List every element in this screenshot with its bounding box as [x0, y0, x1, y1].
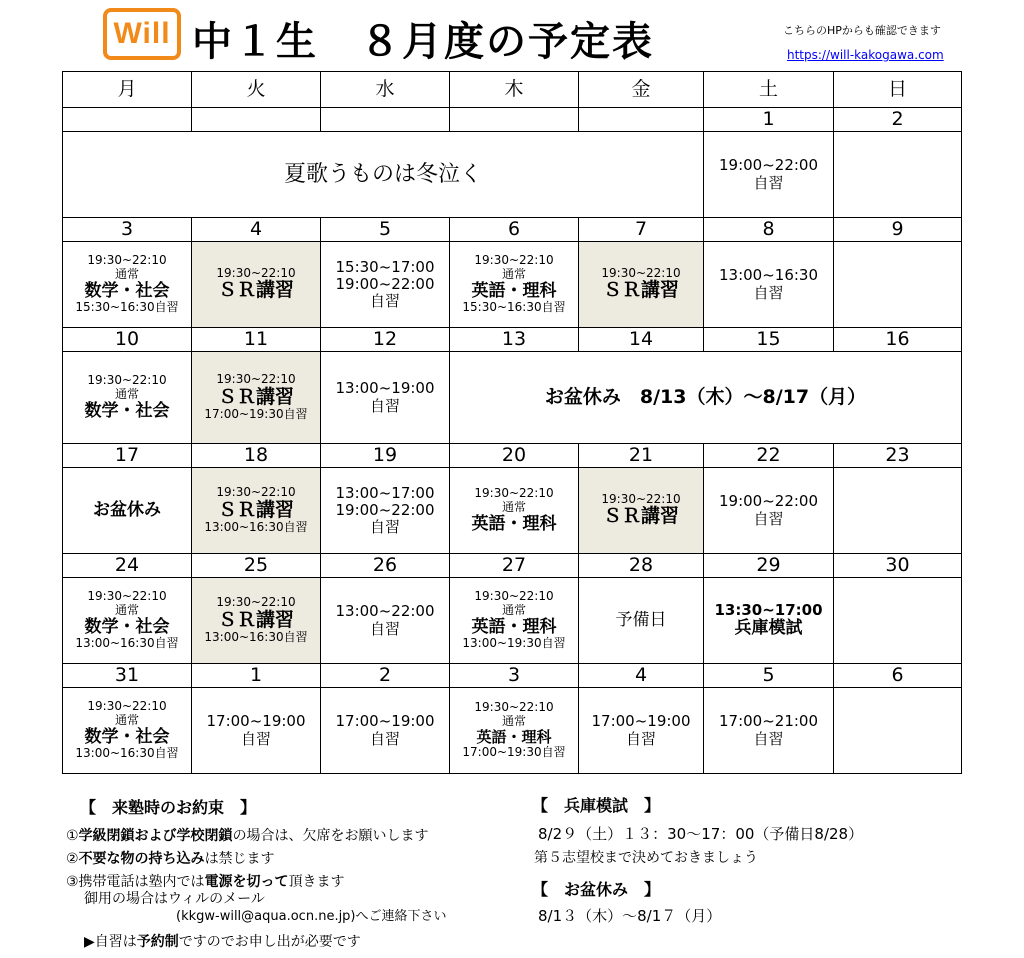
date-cell: 15 [704, 328, 834, 352]
weekday-wed: 水 [321, 72, 450, 108]
page-title: 中１生 ８月度の予定表 [192, 19, 654, 65]
date-cell: 31 [63, 664, 192, 688]
rule-3-detail: 御用の場合はウィルのメール [84, 891, 265, 907]
date-cell: 1 [192, 664, 321, 688]
hp-note: こちらのHPからも確認できます [783, 24, 941, 37]
date-cell: 5 [321, 218, 450, 242]
schedule-cell: 19:30~22:10 通常 数学・社会 [63, 352, 192, 444]
date-cell: 24 [63, 554, 192, 578]
schedule-cell-sr: 19:30~22:10 ＳＲ講習 [579, 468, 704, 554]
schedule-cell: 13:00~16:30 自習 [704, 242, 834, 328]
schedule-cell: お盆休み [63, 468, 192, 554]
self-study-note: ▶自習は予約制ですのでお申し出が必要です [84, 934, 361, 950]
date-cell: 3 [63, 218, 192, 242]
obon-heading: 【 お盆休み 】 [532, 880, 661, 899]
mock-exam-heading: 【 兵庫模試 】 [532, 796, 661, 815]
date-row [63, 444, 962, 468]
date-cell: 27 [450, 554, 579, 578]
weekday-sun: 日 [834, 72, 962, 108]
schedule-cell: 19:30~22:10 通常 英語・理科 15:30~16:30自習 [450, 242, 579, 328]
date-cell: 4 [579, 664, 704, 688]
date-cell: 5 [704, 664, 834, 688]
weekday-mon: 月 [63, 72, 192, 108]
date-cell: 11 [192, 328, 321, 352]
date-cell: 6 [450, 218, 579, 242]
schedule-row [63, 352, 962, 444]
schedule-cell: 15:30~17:00 19:00~22:00 自習 [321, 242, 450, 328]
obon-dates: 8/1３（木）～8/1７（月） [538, 907, 722, 925]
date-cell: 30 [834, 554, 962, 578]
rules-heading: 【 来塾時のお約束 】 [80, 798, 257, 817]
schedule-row [63, 578, 962, 664]
schedule-cell-sr: 19:30~22:10 ＳＲ講習 17:00~19:30自習 [192, 352, 321, 444]
date-cell: 18 [192, 444, 321, 468]
date-cell [579, 108, 704, 132]
date-cell: 13 [450, 328, 579, 352]
schedule-cell: 13:00~22:00 自習 [321, 578, 450, 664]
date-cell: 1 [704, 108, 834, 132]
date-cell: 4 [192, 218, 321, 242]
schedule-cell: 19:30~22:10 通常 数学・社会 15:30~16:30自習 [63, 242, 192, 328]
schedule-row [63, 242, 962, 328]
schedule-cell: 13:00~17:00 19:00~22:00 自習 [321, 468, 450, 554]
schedule-cell: 17:00~19:00 自習 [579, 688, 704, 774]
schedule-cell-sr: 19:30~22:10 ＳＲ講習 [192, 242, 321, 328]
date-cell [450, 108, 579, 132]
date-row [63, 218, 962, 242]
schedule-cell-empty [834, 242, 962, 328]
weekday-sat: 土 [704, 72, 834, 108]
date-cell: 14 [579, 328, 704, 352]
mock-exam-date: 8/2９（土）１３：30～17：00（予備日8/28） [538, 825, 864, 843]
schedule-cell: 19:30~22:10 通常 数学・社会 13:00~16:30自習 [63, 578, 192, 664]
schedule-cell-empty [834, 688, 962, 774]
schedule-cell-empty [834, 132, 962, 218]
date-cell: 26 [321, 554, 450, 578]
weekday-header-row [63, 72, 962, 108]
schedule-cell: 19:30~22:10 通常 英語・理科 17:00~19:30自習 [450, 688, 579, 774]
date-cell: 23 [834, 444, 962, 468]
schedule-cell: 19:00~22:00 自習 [704, 132, 834, 218]
schedule-cell-sr: 19:30~22:10 ＳＲ講習 13:00~16:30自習 [192, 468, 321, 554]
schedule-cell: 19:30~22:10 通常 英語・理科 13:00~19:30自習 [450, 578, 579, 664]
weekday-tue: 火 [192, 72, 321, 108]
schedule-row [63, 132, 962, 218]
schedule-cell: 19:30~22:10 通常 数学・社会 13:00~16:30自習 [63, 688, 192, 774]
date-cell: 7 [579, 218, 704, 242]
hp-link[interactable]: https://will-kakogawa.com [787, 48, 944, 62]
weekday-fri: 金 [579, 72, 704, 108]
date-cell: 22 [704, 444, 834, 468]
schedule-cell-empty [834, 578, 962, 664]
date-cell: 10 [63, 328, 192, 352]
schedule-row [63, 468, 962, 554]
schedule-cell: 19:00~22:00 自習 [704, 468, 834, 554]
schedule-row [63, 688, 962, 774]
date-cell: 2 [834, 108, 962, 132]
schedule-calendar [62, 71, 962, 774]
weekday-thu: 木 [450, 72, 579, 108]
date-cell: 19 [321, 444, 450, 468]
date-cell: 9 [834, 218, 962, 242]
date-cell: 21 [579, 444, 704, 468]
date-cell: 3 [450, 664, 579, 688]
schedule-cell: 17:00~19:00 自習 [192, 688, 321, 774]
schedule-cell-sr: 19:30~22:10 ＳＲ講習 [579, 242, 704, 328]
date-cell: 12 [321, 328, 450, 352]
schedule-cell: 17:00~21:00 自習 [704, 688, 834, 774]
date-cell [321, 108, 450, 132]
schedule-cell-empty [834, 468, 962, 554]
mock-exam-note: 第５志望校まで決めておきましょう [534, 850, 758, 866]
contact-email: (kkgw-will@aqua.ocn.ne.jp)へご連絡下さい [176, 909, 447, 924]
date-cell: 16 [834, 328, 962, 352]
will-logo: Will [103, 8, 181, 60]
schedule-cell: 19:30~22:10 通常 英語・理科 [450, 468, 579, 554]
rule-1: ①学級閉鎖および学校閉鎖の場合は、欠席をお願いします [66, 828, 429, 844]
date-cell: 28 [579, 554, 704, 578]
date-row [63, 328, 962, 352]
date-cell [192, 108, 321, 132]
date-cell: 2 [321, 664, 450, 688]
date-cell: 25 [192, 554, 321, 578]
date-row [63, 554, 962, 578]
obon-banner: お盆休み 8/13（木）～8/17（月） [450, 352, 962, 444]
date-cell: 17 [63, 444, 192, 468]
date-cell: 6 [834, 664, 962, 688]
schedule-cell: 17:00~19:00 自習 [321, 688, 450, 774]
date-cell [63, 108, 192, 132]
rule-3: ③携帯電話は塾内では電源を切って頂きます [66, 874, 345, 890]
date-cell: 8 [704, 218, 834, 242]
motto-banner: 夏歌うものは冬泣く [63, 132, 704, 218]
date-cell: 20 [450, 444, 579, 468]
date-row [63, 664, 962, 688]
date-cell: 29 [704, 554, 834, 578]
schedule-cell: 13:30~17:00 兵庫模試 [704, 578, 834, 664]
schedule-cell-sr: 19:30~22:10 ＳＲ講習 13:00~16:30自習 [192, 578, 321, 664]
schedule-cell: 13:00~19:00 自習 [321, 352, 450, 444]
date-row [63, 108, 962, 132]
rule-2: ②不要な物の持ち込みは禁じます [66, 851, 275, 867]
schedule-cell: 予備日 [579, 578, 704, 664]
